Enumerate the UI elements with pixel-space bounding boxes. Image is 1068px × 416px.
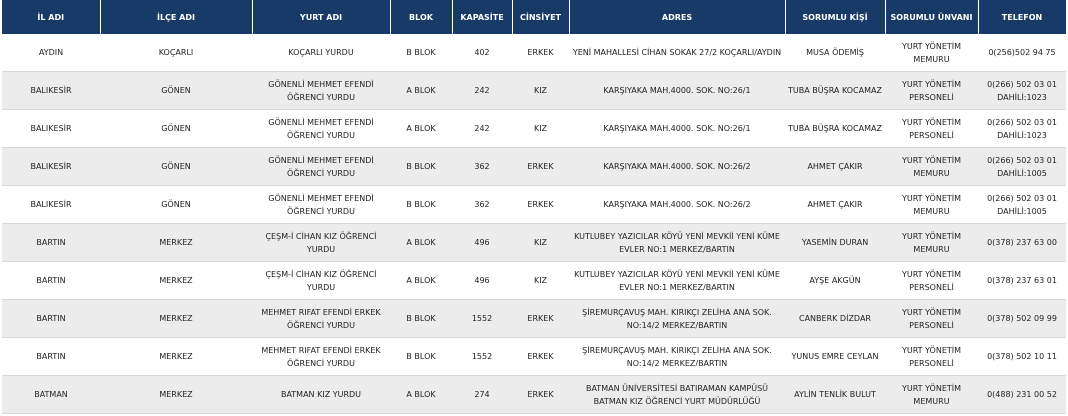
table-row [2,110,1066,148]
cell-il-adi: BALIKESİR [2,72,100,110]
cell-sorumlu-unvani: YURT YÖNETİM MEMURU [885,224,978,262]
cell-adres: KUTLUBEY YAZICILAR KÖYÜ YENİ MEVKİİ YENİ KÜME EVLER NO:1 MERKEZ/BARTIN [569,224,785,262]
cell-ilce-adi: MERKEZ [100,338,252,376]
table-row [2,262,1066,300]
cell-sorumlu-unvani: YURT YÖNETİM MEMURU [885,186,978,224]
cell-kapasite: 274 [452,376,512,414]
cell-yurt-adi: GÖNENLİ MEHMET EFENDİ ÖĞRENCİ YURDU [252,186,390,224]
cell-sorumlu-kisi: AYLİN TENLİK BULUT [785,376,885,414]
cell-telefon: 0(266) 502 03 01 DAHİLİ:1005 [978,148,1066,186]
cell-sorumlu-kisi: AYŞE AKGÜN [785,262,885,300]
cell-telefon: 0(378) 237 63 00 [978,224,1066,262]
table-header [2,0,1066,34]
table-row [2,376,1066,414]
cell-cinsiyet: KIZ [512,262,569,300]
table-row [2,224,1066,262]
cell-kapasite: 1552 [452,338,512,376]
cell-cinsiyet: ERKEK [512,300,569,338]
cell-sorumlu-kisi: CANBERK DİZDAR [785,300,885,338]
header-row [2,0,1066,34]
cell-sorumlu-kisi: TUBA BÜŞRA KOCAMAZ [785,110,885,148]
cell-blok: A BLOK [390,376,452,414]
cell-telefon: 0(378) 237 63 01 [978,262,1066,300]
cell-telefon: 0(266) 502 03 01 DAHİLİ:1005 [978,186,1066,224]
cell-cinsiyet: ERKEK [512,376,569,414]
cell-il-adi: BARTIN [2,338,100,376]
cell-cinsiyet: KIZ [512,110,569,148]
cell-adres: ŞİREMURÇAVUŞ MAH. KIRIKÇI ZELİHA ANA SOK. NO:14/2 MERKEZ/BARTIN [569,338,785,376]
cell-yurt-adi: BATMAN KIZ YURDU [252,376,390,414]
cell-kapasite: 242 [452,110,512,148]
cell-sorumlu-kisi: AHMET ÇAKIR [785,186,885,224]
cell-telefon: 0(256)502 94 75 [978,34,1066,72]
cell-il-adi: BALIKESİR [2,148,100,186]
cell-adres: KARŞIYAKA MAH.4000. SOK. NO:26/1 [569,72,785,110]
column-header-adres: ADRES [569,0,785,34]
cell-cinsiyet: KIZ [512,224,569,262]
cell-blok: B BLOK [390,148,452,186]
cell-il-adi: BARTIN [2,300,100,338]
table-row [2,34,1066,72]
cell-cinsiyet: ERKEK [512,148,569,186]
cell-il-adi: BARTIN [2,224,100,262]
cell-sorumlu-unvani: YURT YÖNETİM MEMURU [885,34,978,72]
dormitory-table [2,0,1067,414]
cell-cinsiyet: KIZ [512,72,569,110]
column-header-yurt-adi: YURT ADI [252,0,390,34]
cell-cinsiyet: ERKEK [512,34,569,72]
cell-yurt-adi: KOÇARLI YURDU [252,34,390,72]
cell-ilce-adi: GÖNEN [100,148,252,186]
cell-blok: A BLOK [390,224,452,262]
cell-adres: KUTLUBEY YAZICILAR KÖYÜ YENİ MEVKİİ YENİ KÜME EVLER NO:1 MERKEZ/BARTIN [569,262,785,300]
cell-blok: A BLOK [390,72,452,110]
cell-yurt-adi: MEHMET RIFAT EFENDİ ERKEK ÖĞRENCİ YURDU [252,338,390,376]
cell-blok: B BLOK [390,34,452,72]
cell-telefon: 0(378) 502 09 99 [978,300,1066,338]
cell-ilce-adi: MERKEZ [100,262,252,300]
cell-sorumlu-kisi: YUNUS EMRE CEYLAN [785,338,885,376]
cell-yurt-adi: ÇEŞM-İ CİHAN KIZ ÖĞRENCİ YURDU [252,224,390,262]
cell-blok: B BLOK [390,338,452,376]
cell-sorumlu-unvani: YURT YÖNETİM PERSONELİ [885,262,978,300]
cell-adres: KARŞIYAKA MAH.4000. SOK. NO:26/1 [569,110,785,148]
cell-sorumlu-kisi: TUBA BÜŞRA KOCAMAZ [785,72,885,110]
cell-telefon: 0(266) 502 03 01 DAHİLİ:1023 [978,110,1066,148]
cell-ilce-adi: GÖNEN [100,186,252,224]
column-header-telefon: TELEFON [978,0,1066,34]
cell-adres: YENİ MAHALLESİ CİHAN SOKAK 27/2 KOÇARLI/AYDIN [569,34,785,72]
cell-adres: BATMAN ÜNİVERSİTESİ BATIRAMAN KAMPÜSÜ BATMAN KIZ ÖĞRENCİ YURT MÜDÜRLÜĞÜ [569,376,785,414]
table-body [2,34,1066,414]
column-header-blok: BLOK [390,0,452,34]
cell-telefon: 0(266) 502 03 01 DAHİLİ:1023 [978,72,1066,110]
cell-ilce-adi: KOÇARLI [100,34,252,72]
cell-il-adi: BARTIN [2,262,100,300]
cell-cinsiyet: ERKEK [512,186,569,224]
cell-telefon: 0(488) 231 00 52 [978,376,1066,414]
cell-ilce-adi: MERKEZ [100,224,252,262]
cell-yurt-adi: GÖNENLİ MEHMET EFENDİ ÖĞRENCİ YURDU [252,148,390,186]
cell-kapasite: 496 [452,224,512,262]
cell-adres: KARŞIYAKA MAH.4000. SOK. NO:26/2 [569,186,785,224]
cell-kapasite: 362 [452,186,512,224]
table-row [2,148,1066,186]
cell-blok: A BLOK [390,262,452,300]
cell-kapasite: 242 [452,72,512,110]
cell-sorumlu-kisi: AHMET ÇAKIR [785,148,885,186]
cell-sorumlu-unvani: YURT YÖNETİM PERSONELİ [885,338,978,376]
cell-blok: B BLOK [390,300,452,338]
cell-yurt-adi: ÇEŞM-İ CİHAN KIZ ÖĞRENCİ YURDU [252,262,390,300]
cell-yurt-adi: GÖNENLİ MEHMET EFENDİ ÖĞRENCİ YURDU [252,72,390,110]
cell-sorumlu-unvani: YURT YÖNETİM MEMURU [885,376,978,414]
cell-yurt-adi: MEHMET RIFAT EFENDİ ERKEK ÖĞRENCİ YURDU [252,300,390,338]
cell-cinsiyet: ERKEK [512,338,569,376]
cell-ilce-adi: MERKEZ [100,300,252,338]
column-header-sorumlu-unvani: SORUMLU ÜNVANI [885,0,978,34]
column-header-kapasite: KAPASİTE [452,0,512,34]
column-header-il-adi: İL ADI [2,0,100,34]
cell-sorumlu-kisi: YASEMİN DURAN [785,224,885,262]
cell-ilce-adi: GÖNEN [100,110,252,148]
column-header-sorumlu-kisi: SORUMLU KİŞİ [785,0,885,34]
cell-adres: KARŞIYAKA MAH.4000. SOK. NO:26/2 [569,148,785,186]
cell-il-adi: AYDIN [2,34,100,72]
column-header-cinsiyet: CİNSİYET [512,0,569,34]
table-row [2,186,1066,224]
column-header-ilce-adi: İLÇE ADI [100,0,252,34]
cell-yurt-adi: GÖNENLİ MEHMET EFENDİ ÖĞRENCİ YURDU [252,110,390,148]
table-row [2,72,1066,110]
cell-sorumlu-unvani: YURT YÖNETİM PERSONELİ [885,72,978,110]
cell-ilce-adi: MERKEZ [100,376,252,414]
cell-kapasite: 362 [452,148,512,186]
cell-sorumlu-unvani: YURT YÖNETİM MEMURU [885,148,978,186]
cell-il-adi: BALIKESİR [2,186,100,224]
cell-il-adi: BATMAN [2,376,100,414]
table-row [2,338,1066,376]
cell-sorumlu-kisi: MUSA ÖDEMİŞ [785,34,885,72]
cell-kapasite: 496 [452,262,512,300]
cell-sorumlu-unvani: YURT YÖNETİM PERSONELİ [885,300,978,338]
cell-ilce-adi: GÖNEN [100,72,252,110]
cell-telefon: 0(378) 502 10 11 [978,338,1066,376]
cell-blok: B BLOK [390,186,452,224]
cell-il-adi: BALIKESİR [2,110,100,148]
cell-adres: ŞİREMURÇAVUŞ MAH. KIRIKÇI ZELİHA ANA SOK. NO:14/2 MERKEZ/BARTIN [569,300,785,338]
cell-blok: A BLOK [390,110,452,148]
cell-kapasite: 402 [452,34,512,72]
cell-kapasite: 1552 [452,300,512,338]
table-row [2,300,1066,338]
cell-sorumlu-unvani: YURT YÖNETİM PERSONELİ [885,110,978,148]
